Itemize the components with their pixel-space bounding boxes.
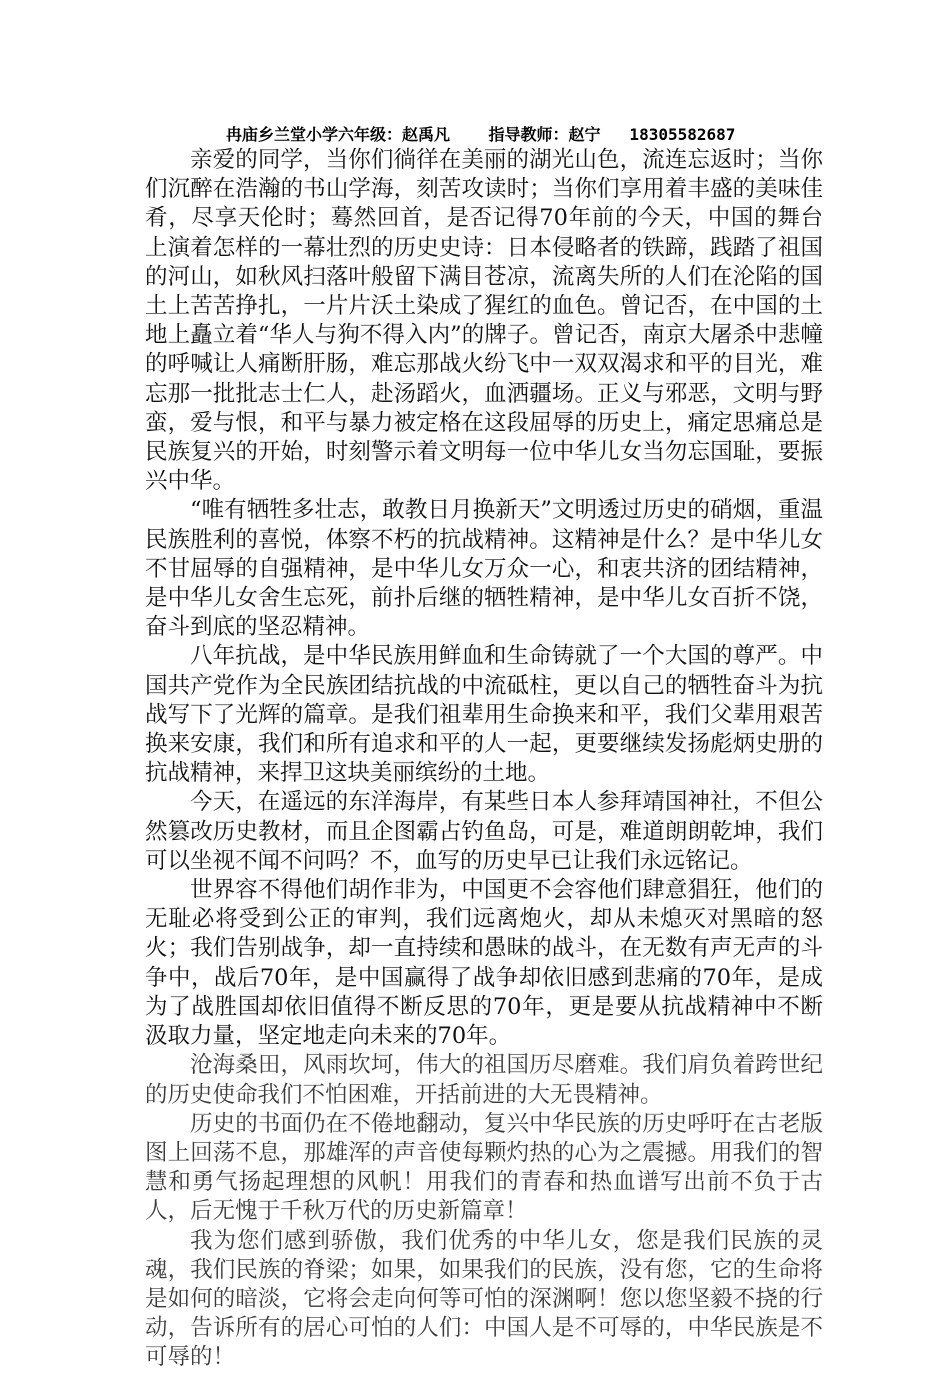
paragraph-1: 亲爱的同学，当你们徜徉在美丽的湖光山色，流连忘返时；当你们沉醉在浩瀚的书山学海，刻苦攻读时；当你们享用着丰盛的美味佳肴，尽享天伦时；蓦然回首，是否记得70年前的今天，中国的舞台上演着怎样的一幕壮烈的历史史诗：日本侵略者的铁蹄，践踏了祖国的河山，如秋风扫落叶般留下满目苍凉，流离失所的人们在沦陷的国土上苦苦挣扎，一片片沃土染成了猩红的血色。曾记否，在中国的土地上矗立着“华人与狗不得入内”的牌子。曾记否，南京大屠杀中悲幢的呼喊让人痛断肝肠，难忘那战火纷飞中一双双渴求和平的目光，难忘那一批批志士仁人，赴汤蹈火，血洒疆场。正义与邪恶，文明与野蛮，爱与恨，和平与暴力被定格在这段屈辱的历史上，痛定思痛总是民族复兴的开始，时刻警示着文明每一位中华儿女当勿忘国耻，要振兴中华。 <box>145 147 823 495</box>
paragraph-6: 沧海桑田，风雨坎坷，伟大的祖国历尽磨难。我们肩负着跨世纪的历史使命我们不怕困难，开括前进的大无畏精神。 <box>145 1052 823 1108</box>
essay-body <box>145 146 823 1373</box>
paragraph-5: 世界容不得他们胡作非为，中国更不会容他们肆意猖狂，他们的无耻必将受到公正的审判，我们远离炮火，却从未熄灭对黑暗的怒火；我们告别战争，却一直持续和愚昧的战斗，在无数有声无声的斗争中，战后70年，是中国赢得了战争却依旧感到悲痛的70年，是成为了战胜国却依旧值得不断反思的70年，更是要从抗战精神中不断汲取力量，坚定地走向未来的70年。 <box>145 877 823 1050</box>
author-byline: 冉庙乡兰堂小学六年级：赵禹凡 指导教师：赵宁 18305582687 <box>226 125 736 144</box>
paragraph-4: 今天，在遥远的东洋海岸，有某些日本人参拜靖国神社，不但公然篡改历史教材，而且企图霸占钓鱼岛，可是，难道朗朗乾坤，我们可以坐视不闻不问吗？不，血写的历史早已让我们永远铭记。 <box>145 789 823 874</box>
paragraph-8: 我为您们感到骄傲，我们优秀的中华儿女，您是我们民族的灵魂，我们民族的脊梁；如果，如果我们的民族，没有您，它的生命将是如何的暗淡，它将会走向何等可怕的深渊啊！您以您坚毅不挠的行动，告诉所有的居心可怕的人们：中国人是不可辱的，中华民族是不可辱的！ <box>145 1227 823 1371</box>
paragraph-7: 历史的书面仍在不倦地翻动，复兴中华民族的历史呼吁在古老版图上回荡不息，那雄浑的声音使每颗灼热的心为之震撼。用我们的智慧和勇气扬起理想的风帆！用我们的青春和热血谱写出前不负于古人，后无愧于千秋万代的历史新篇章！ <box>145 1110 823 1225</box>
paragraph-2: “唯有牺牲多壮志，敢教日月换新天”文明透过历史的硝烟，重温民族胜利的喜悦，体察不朽的抗战精神。这精神是什么？是中华儿女不甘屈辱的自强精神，是中华儿女万众一心，和衷共济的团结精神，是中华儿女舍生忘死，前扑后继的牺牲精神，是中华儿女百折不饶，奋斗到底的坚忍精神。 <box>145 497 823 641</box>
paragraph-3: 八年抗战，是中华民族用鲜血和生命铸就了一个大国的尊严。中国共产党作为全民族团结抗战的中流砥柱，更以自己的牺牲奋斗为抗战写下了光辉的篇章。是我们祖辈用生命换来和平，我们父辈用艰苦换来安康，我们和所有追求和平的人一起，更要继续发扬彪炳史册的抗战精神，来捍卫这块美丽缤纷的土地。 <box>145 643 823 787</box>
